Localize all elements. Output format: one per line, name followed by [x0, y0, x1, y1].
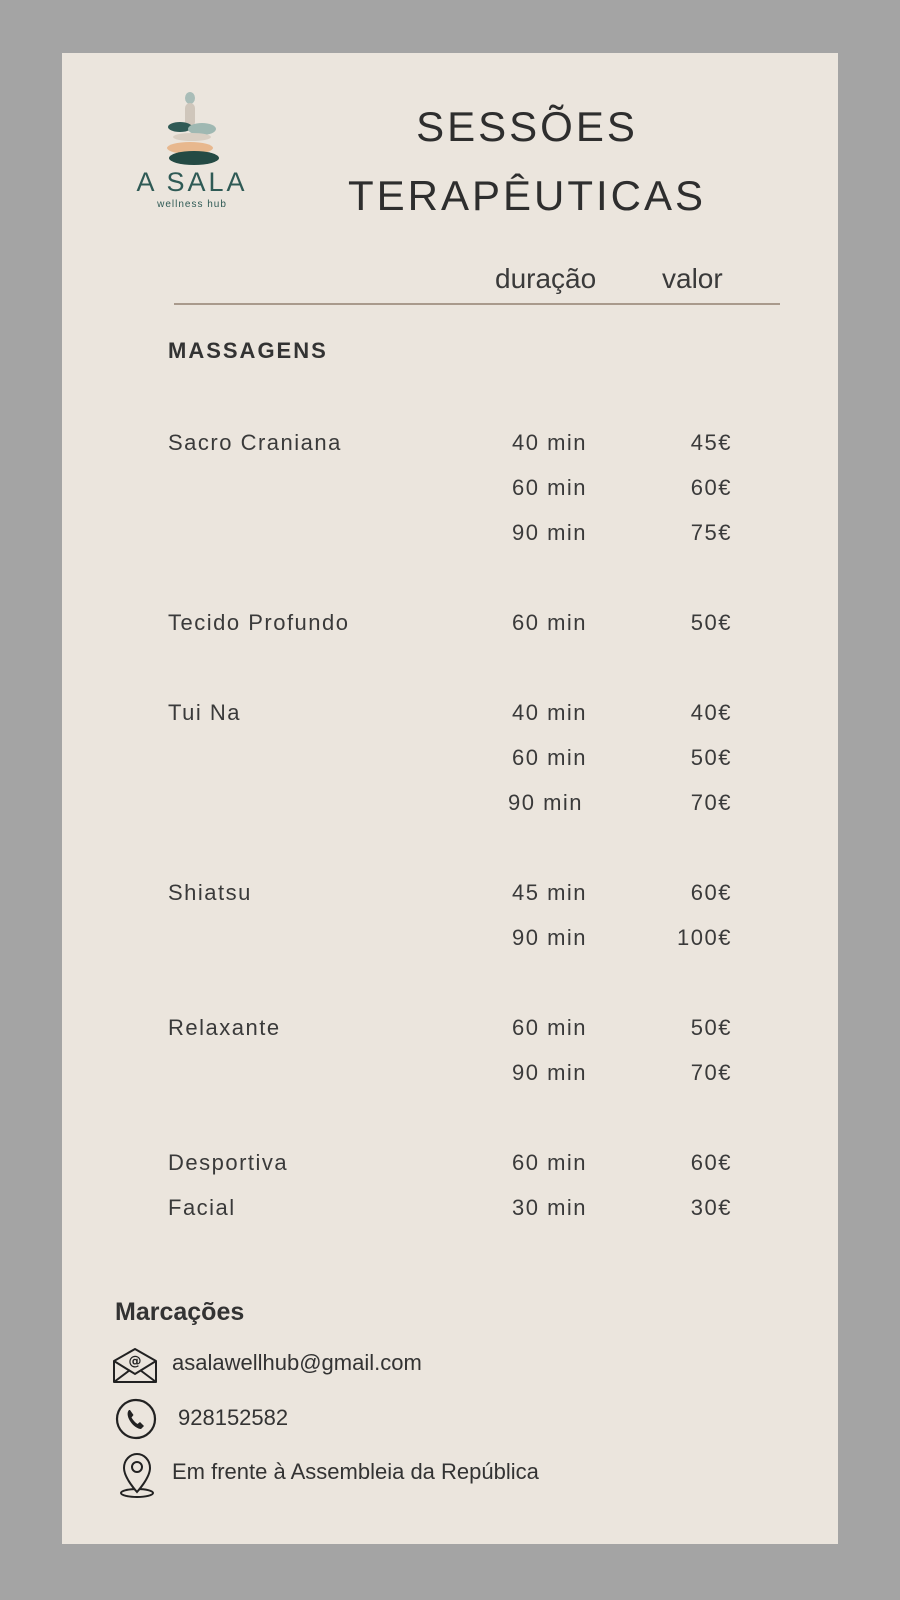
price-card: [62, 53, 838, 1544]
price-row: [62, 790, 838, 820]
price-row: [62, 1150, 838, 1180]
contact-email[interactable]: [112, 1347, 812, 1395]
price-row: [62, 520, 838, 550]
phone-icon: [112, 1397, 158, 1441]
service-name: Facial: [168, 1195, 236, 1220]
page-title-line1: SESSÕES: [416, 103, 638, 150]
service-price: 70€: [690, 790, 732, 815]
service-duration: 60 min: [512, 475, 588, 500]
service-price: 60€: [690, 880, 732, 905]
section-heading: MASSAGENS: [168, 338, 328, 363]
service-duration: 90 min: [512, 925, 588, 950]
price-row: [62, 745, 838, 775]
price-row: [62, 430, 838, 460]
price-row: [62, 1195, 838, 1225]
service-name: Relaxante: [168, 1015, 281, 1040]
brand-logo: [132, 91, 252, 211]
service-price: 30€: [690, 1195, 732, 1220]
contact-location[interactable]: [112, 1451, 812, 1499]
contact-location-text: Em frente à Assembleia da República: [172, 1459, 539, 1484]
service-price: 50€: [690, 610, 732, 635]
contact-phone[interactable]: [112, 1397, 812, 1445]
service-duration: 90 min: [508, 790, 584, 815]
column-header-price: valor: [662, 263, 723, 294]
service-price: 45€: [690, 430, 732, 455]
service-price: 60€: [690, 1150, 732, 1175]
service-name: Tui Na: [168, 700, 241, 725]
service-price: 70€: [690, 1060, 732, 1085]
service-price: 100€: [677, 925, 732, 950]
service-price: 40€: [690, 700, 732, 725]
svg-text:@: @: [128, 1354, 142, 1369]
service-price: 50€: [690, 745, 732, 770]
price-row: [62, 610, 838, 640]
price-row: [62, 925, 838, 955]
service-duration: 30 min: [512, 1195, 588, 1220]
price-row: [62, 700, 838, 730]
service-duration: 60 min: [512, 1015, 588, 1040]
brand-tagline: wellness hub: [157, 199, 227, 210]
service-duration: 60 min: [512, 745, 588, 770]
service-duration: 60 min: [512, 1150, 588, 1175]
service-name: Desportiva: [168, 1150, 289, 1175]
price-row: [62, 1015, 838, 1045]
email-envelope-icon: [112, 1347, 158, 1385]
service-name: Shiatsu: [168, 880, 252, 905]
price-row: [62, 1060, 838, 1090]
column-header-duration: duração: [495, 263, 597, 294]
service-price: 60€: [690, 475, 732, 500]
service-duration: 40 min: [512, 430, 588, 455]
service-duration: 90 min: [512, 520, 588, 545]
page-title-line2: TERAPÊUTICAS: [347, 172, 707, 219]
bookings-heading: Marcações: [115, 1298, 245, 1326]
service-price: 75€: [690, 520, 732, 545]
service-duration: 60 min: [512, 610, 588, 635]
service-name: Sacro Craniana: [168, 430, 342, 455]
contact-phone-text[interactable]: 928152582: [178, 1405, 289, 1430]
service-duration: 40 min: [512, 700, 588, 725]
service-duration: 90 min: [512, 1060, 588, 1085]
header-divider: [174, 303, 780, 305]
service-duration: 45 min: [512, 880, 588, 905]
location-pin-icon: [112, 1451, 158, 1499]
price-row: [62, 475, 838, 505]
service-price: 50€: [690, 1015, 732, 1040]
contact-email-text[interactable]: asalawellhub@gmail.com: [172, 1350, 422, 1375]
price-row: [62, 880, 838, 910]
service-name: Tecido Profundo: [168, 610, 350, 635]
stacked-stones-icon: [132, 91, 252, 171]
brand-name: A SALA: [136, 167, 248, 197]
